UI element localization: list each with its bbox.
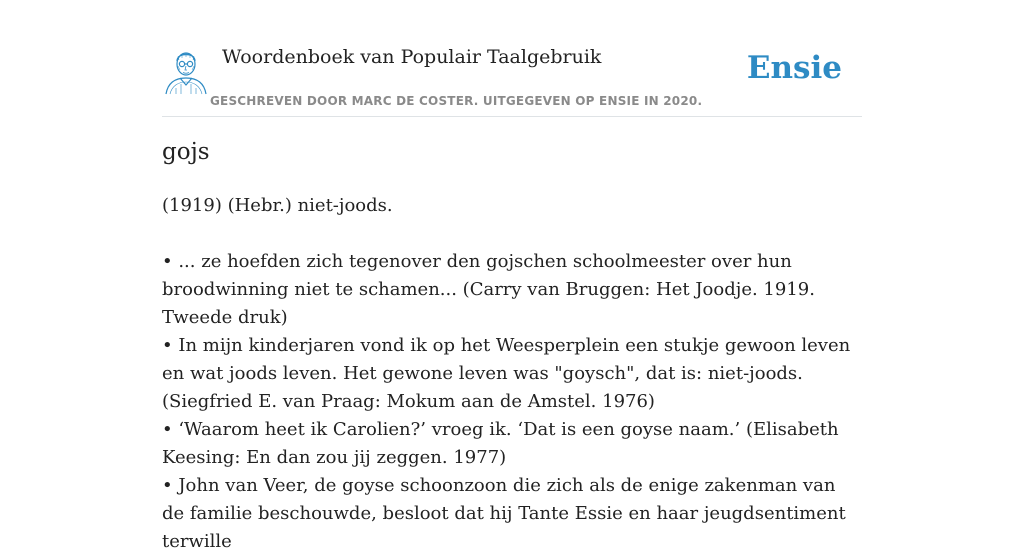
book-title[interactable]: Woordenboek van Populair Taalgebruik: [222, 46, 602, 68]
citation-item: • ... ze hoefden zich tegenover den gojschen schoolmeester over hun broodwinning niet te schamen... (Carry van Bruggen: Het Joodje. 1919. Tweede druk): [162, 251, 815, 328]
citation-item: • John van Veer, de goyse schoonzoon die zich als de enige zakenman van de familie beschouwde, besloot dat hij Tante Essie en haar jeugdsentiment terwille: [162, 475, 846, 552]
paragraph-gap: [162, 220, 862, 248]
citation-item: • ‘Waarom heet ik Carolien?’ vroeg ik. ‘Dat is een goyse naam.’ (Elisabeth Keesing: En dan zou jij zeggen. 1977): [162, 419, 839, 468]
entry-definition: [162, 192, 862, 556]
citation-item: • In mijn kinderjaren vond ik op het Weesperplein een stukje gewoon leven en wat joods leven. Het gewone leven was "goysch", dat is: niet-joods. (Siegfried E. van Praag: Mokum aan de Amstel. 1976): [162, 335, 851, 412]
ensie-logo-link[interactable]: Ensie: [746, 50, 842, 86]
book-byline: GESCHREVEN DOOR MARC DE COSTER. UITGEGEVEN OP ENSIE IN 2020.: [210, 94, 703, 108]
definition-text: (1919) (Hebr.) niet-joods.: [162, 195, 393, 216]
entry-headword: gojs: [162, 139, 210, 165]
book-header: [162, 40, 862, 117]
author-portrait-icon: [162, 44, 210, 96]
